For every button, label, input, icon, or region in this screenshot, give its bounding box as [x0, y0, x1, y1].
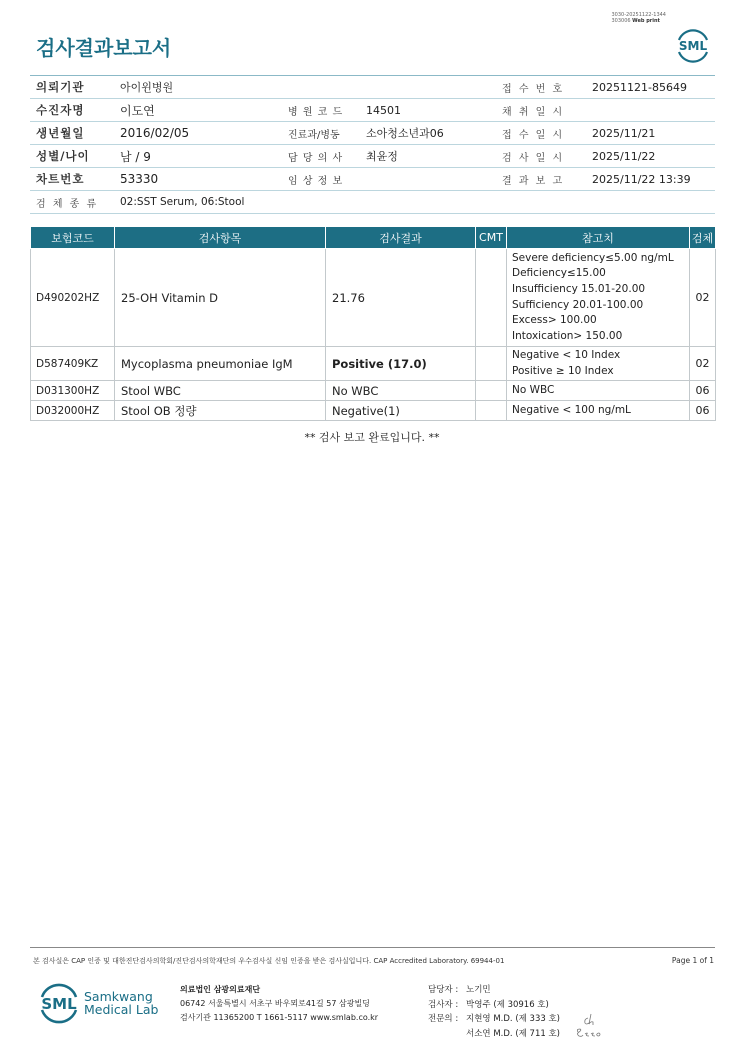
info-row [30, 191, 715, 214]
reference-line: Negative < 10 Index [512, 349, 621, 361]
staff-row: 전문의 : 지현영 M.D. (제 333 호) [428, 1014, 561, 1024]
cell-item: Stool WBC [115, 381, 326, 401]
value-chart-no: 53330 [114, 168, 284, 191]
reference-line: Positive ≥ 10 Index [512, 364, 614, 377]
label-receipt-date: 접 수 일 시 [496, 122, 586, 145]
print-id: 3030-20251122-1344 [611, 12, 666, 18]
label-test-date: 검 사 일 시 [496, 145, 586, 168]
label-collection-date: 채 취 일 시 [496, 99, 586, 122]
reference-line: Excess> 100.00 [512, 314, 597, 327]
footer-divider [30, 947, 715, 948]
cell-cmt [476, 249, 507, 347]
header-insurance-code: 보험코드 [31, 227, 115, 249]
cell-code: D490202HZ [31, 249, 115, 347]
staff-row: 담당자 : 노기민 [428, 985, 491, 995]
print-type: 303006 Web print [611, 18, 660, 24]
cell-cmt [476, 401, 507, 421]
value-clinical-info [360, 168, 496, 191]
value-doctor: 최윤정 [360, 145, 496, 168]
label-receipt-no: 접 수 번 호 [496, 76, 586, 99]
cell-reference [507, 347, 690, 381]
reference-line: Deficiency≤15.00 [512, 267, 606, 280]
cell-reference [507, 401, 690, 421]
label-clinical-info: 임 상 정 보 [284, 168, 360, 191]
value-specimen-type: 02:SST Serum, 06:Stool [114, 191, 715, 214]
page-number: Page 1 of 1 [671, 956, 714, 965]
cell-specimen: 06 [690, 401, 716, 421]
table-row [31, 381, 716, 401]
label-specimen-type: 검 체 종 류 [30, 191, 114, 214]
results-table [30, 226, 716, 421]
value-receipt-no: 20251121-85649 [586, 76, 715, 99]
staff-row: 검사자 : 박영주 (제 30916 호) [428, 999, 549, 1010]
cell-cmt [476, 381, 507, 401]
reference-line: Sufficiency 20.01-100.00 [512, 298, 644, 311]
patient-info-table [30, 75, 715, 214]
org-address: 06742 서울특별시 서초구 바우뫼로41길 57 삼광빌딩 [180, 999, 370, 1008]
cell-specimen: 02 [690, 249, 716, 347]
sml-footer-logo [36, 980, 82, 1026]
value-requesting-org: 아이윈병원 [114, 76, 284, 99]
info-row [30, 122, 715, 145]
label-hospital-code: 병 원 코 드 [284, 99, 360, 122]
label-birthdate: 생년월일 [30, 122, 114, 145]
reference-line: Negative < 100 ng/mL [512, 403, 631, 416]
print-meta [611, 12, 666, 24]
cell-item: Mycoplasma pneumoniae IgM [115, 347, 326, 381]
svg-text:SML: SML [678, 39, 708, 53]
reference-line: Severe deficiency≤5.00 ng/mL [512, 251, 674, 264]
value-patient-name: 이도연 [114, 99, 284, 122]
label-patient-name: 수진자명 [30, 99, 114, 122]
header-result: 검사결과 [326, 227, 476, 249]
header-test-item: 검사항목 [115, 227, 326, 249]
svg-text:SML: SML [41, 995, 77, 1013]
value-report-date: 2025/11/22 13:39 [586, 168, 715, 191]
value-receipt-date: 2025/11/21 [586, 122, 715, 145]
footer-staff [428, 983, 560, 1041]
cell-item: Stool OB 정량 [115, 401, 326, 421]
value-sex-age: 남 / 9 [114, 145, 284, 168]
value-birthdate: 2016/02/05 [114, 122, 284, 145]
info-row [30, 76, 715, 99]
cell-reference [507, 381, 690, 401]
info-row [30, 99, 715, 122]
accreditation-note: 본 검사실은 CAP 인증 및 대한진단검사의학회/진단검사의학재단의 우수검사실 신임 인증을 받은 검사실입니다. CAP Accredited Laboratory. 69944-01 [33, 957, 505, 965]
reference-line: Insufficiency 15.01-20.00 [512, 282, 646, 295]
info-row [30, 168, 715, 191]
footer-brand: Samkwang Medical Lab [84, 989, 159, 1017]
value-department: 소아청소년과06 [360, 122, 496, 145]
footer-organization [180, 983, 378, 1025]
info-row [30, 145, 715, 168]
label-requesting-org: 의뢰기관 [30, 76, 114, 99]
cell-result-positive: Positive (17.0) [326, 347, 476, 381]
reference-line: Intoxication> 150.00 [512, 329, 623, 342]
cell-result: 21.76 [326, 249, 476, 347]
table-row [31, 401, 716, 421]
value-hospital-code: 14501 [360, 99, 496, 122]
reference-line: No WBC [512, 383, 555, 396]
value-collection-date [586, 99, 715, 122]
sml-logo [674, 26, 712, 64]
cell-specimen: 02 [690, 347, 716, 381]
label-sex-age: 성별/나이 [30, 145, 114, 168]
results-header-row [31, 227, 716, 249]
cell-cmt [476, 347, 507, 381]
doctor-signature [572, 1008, 612, 1042]
cell-code: D031300HZ [31, 381, 115, 401]
cell-result: No WBC [326, 381, 476, 401]
header-specimen: 검체 [690, 227, 716, 249]
cell-result: Negative(1) [326, 401, 476, 421]
table-row [31, 249, 716, 347]
cell-code: D032000HZ [31, 401, 115, 421]
staff-row: 서소연 M.D. (제 711 호) [466, 1028, 561, 1039]
cell-code: D587409KZ [31, 347, 115, 381]
value-test-date: 2025/11/22 [586, 145, 715, 168]
header-reference: 참고치 [507, 227, 690, 249]
org-contact: 검사기관 11365200 T 1661-5117 www.smlab.co.kr [180, 1013, 379, 1022]
label-department: 진료과/병동 [284, 122, 360, 145]
header-cmt: CMT [476, 227, 507, 249]
cell-specimen: 06 [690, 381, 716, 401]
org-name: 의료법인 삼광의료재단 [180, 985, 261, 994]
label-chart-no: 차트번호 [30, 168, 114, 191]
label-report-date: 결 과 보 고 [496, 168, 586, 191]
completion-note: ** 검사 보고 완료입니다. ** [304, 431, 440, 444]
table-row [31, 347, 716, 381]
cell-item: 25-OH Vitamin D [115, 249, 326, 347]
label-doctor: 담 당 의 사 [284, 145, 360, 168]
cell-reference [507, 249, 690, 347]
page-title: 검사결과보고서 [36, 36, 172, 60]
